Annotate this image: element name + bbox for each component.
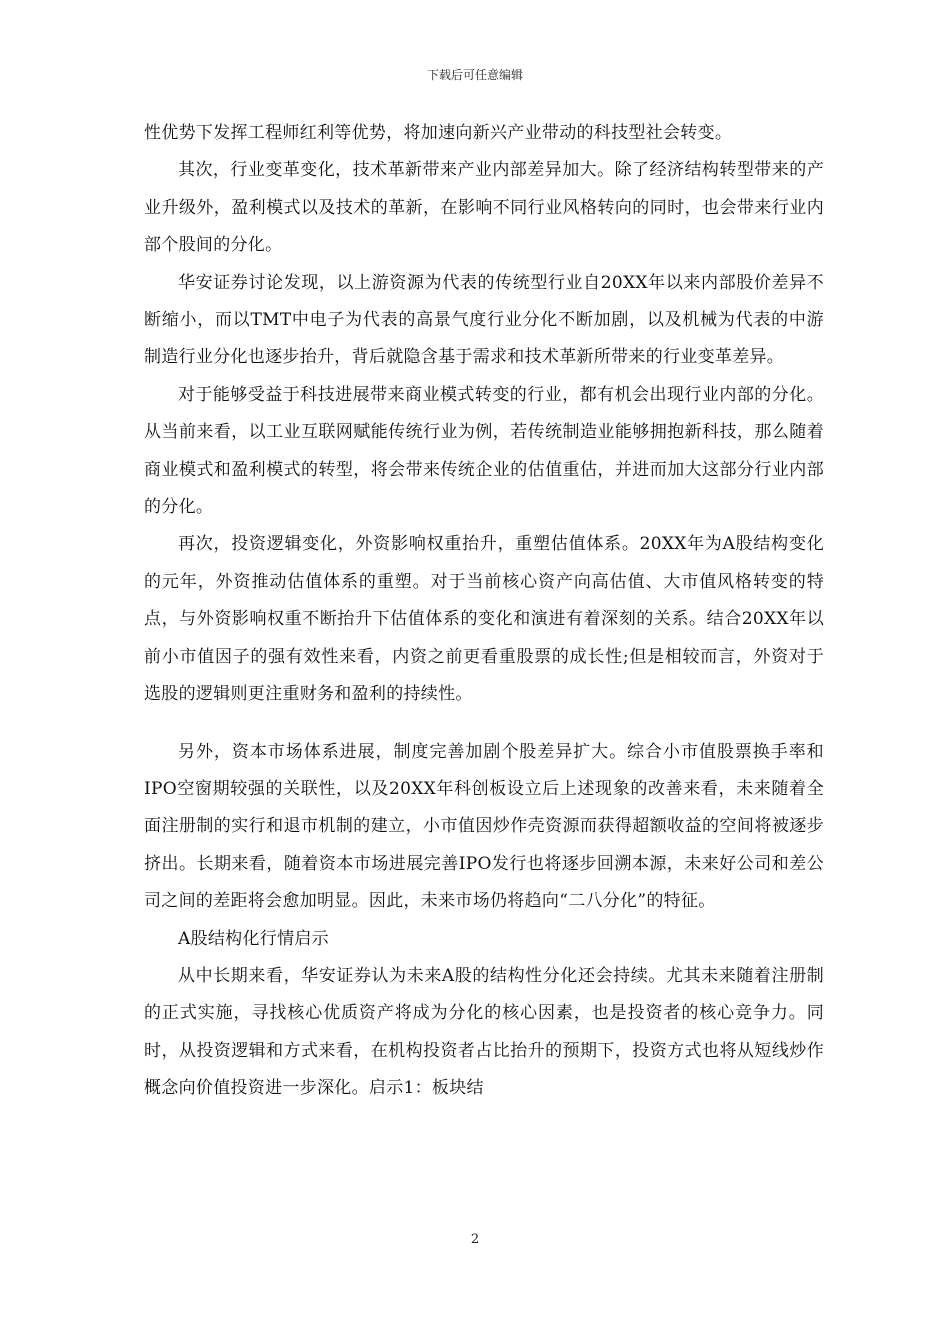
paragraph-spacer	[144, 714, 824, 734]
document-body	[144, 115, 824, 1108]
paragraph: 其次，行业变革变化，技术革新带来产业内部差异加大。除了经济结构转型带来的产业升级外，盈利模式以及技术的革新，在影响不同行业风格转向的同时，也会带来行业内部个股间的分化。	[144, 160, 824, 256]
paragraph: 另外，资本市场体系进展，制度完善加剧个股差异扩大。综合小市值股票换手率和IPO空窗期较强的关联性，以及20XX年科创板设立后上述现象的改善来看，未来随着全面注册制的实行和退市机制的建立，小市值因炒作壳资源而获得超额收益的空间将被逐步挤出。长期来看，随着资本市场进展完善IPO发行也将逐步回溯本源，未来好公司和差公司之间的差距将会愈加明显。因此，未来市场仍将趋向“二八分化”的特征。	[144, 741, 824, 912]
page-header: 下载后可任意编辑	[426, 68, 523, 82]
paragraph: 从中长期来看，华安证券认为未来A股的结构性分化还会持续。尤其未来随着注册制的正式实施，寻找核心优质资产将成为分化的核心因素，也是投资者的核心竞争力。同时，从投资逻辑和方式来看，在机构投资者占比抬升的预期下，投资方式也将从短线炒作概念向价值投资进一步深化。启示1：板块结	[144, 965, 824, 1099]
page-number: 2	[470, 1232, 480, 1247]
paragraph: 性优势下发挥工程师红利等优势，将加速向新兴产业带动的科技型社会转变。	[144, 123, 733, 143]
paragraph: 对于能够受益于科技进展带来商业模式转变的行业，都有机会出现行业内部的分化。从当前来看，以工业互联网赋能传统行业为例，若传统制造业能够拥抱新科技，那么随着商业模式和盈利模式的转型，将会带来传统企业的估值重估，并进而加大这部分行业内部的分化。	[144, 384, 824, 518]
paragraph: 再次，投资逻辑变化，外资影响权重抬升，重塑估值体系。20XX年为A股结构变化的元年，外资推动估值体系的重塑。对于当前核心资产向高估值、大市值风格转变的特点，与外资影响权重不断抬升下估值体系的变化和演进有着深刻的关系。结合20XX年以前小市值因子的强有效性来看，内资之前更看重股票的成长性;但是相较而言，外资对于选股的逻辑则更注重财务和盈利的持续性。	[144, 534, 824, 705]
section-heading: A股结构化行情启示	[178, 928, 329, 949]
paragraph: 华安证券讨论发现，以上游资源为代表的传统型行业自20XX年以来内部股价差异不断缩小，而以TMT中电子为代表的高景气度行业分化不断加剧，以及机械为代表的中游制造行业分化也逐步抬升，背后就隐含基于需求和技术革新所带来的行业变革差异。	[144, 272, 824, 368]
